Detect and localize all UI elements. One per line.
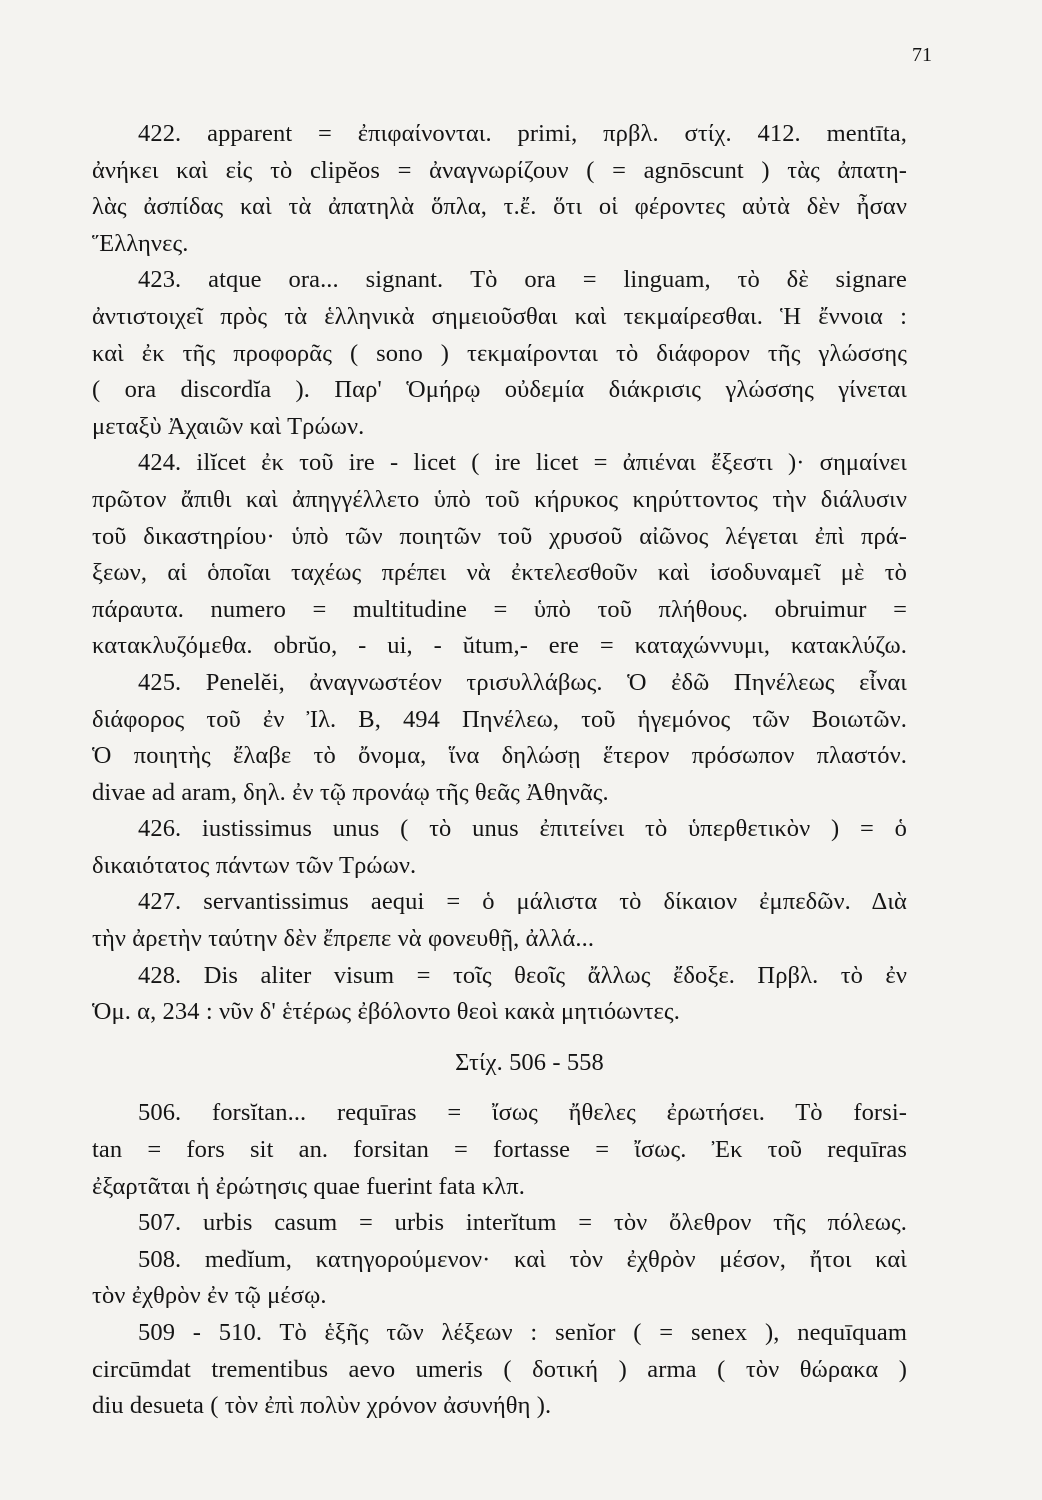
text-line: 508. medĭum, κατηγορούμενον· καὶ τὸν ἐχθρὸν μέσον, ἤτοι καὶ	[138, 1245, 907, 1273]
text-line: 509 - 510. Τὸ ἑξῆς τῶν λέξεων : senĭor ( = senex ), nequīquam	[138, 1319, 907, 1346]
text-line: μεταξὺ Ἀχαιῶν καὶ Τρώων.	[92, 412, 365, 440]
text-line: divae ad aram, δηλ. ἐν τῷ προνάῳ τῆς θεᾶς Ἀθηνᾶς.	[92, 778, 609, 806]
text-line: 422. apparent = ἐπιφαίνονται. primi, πρβλ. στίχ. 412. mentīta,	[138, 120, 907, 147]
section-heading: Στίχ. 506 - 558	[455, 1048, 604, 1076]
text-line: ἀντιστοιχεῖ πρὸς τὰ ἑλληνικὰ σημειοῦσθαι καὶ τεκμαίρεσθαι. Ἡ ἔννοια :	[92, 302, 907, 330]
text-line: λὰς ἀσπίδας καὶ τὰ ἀπατηλὰ ὅπλα, τ.ἔ. ὅτι οἱ φέροντες αὐτὰ δὲν ἦσαν	[92, 193, 907, 221]
text-line: ἀνήκει καὶ εἰς τὸ clipĕos = ἀναγνωρίζουν ( = agnōscunt ) τὰς ἀπατη-	[92, 156, 907, 184]
text-line: 424. ilĭcet ἐκ τοῦ ire - licet ( ire licet = ἀπιέναι ἔξεστι )· σημαίνει	[138, 449, 907, 477]
text-line: διάφορος τοῦ ἐν Ἰλ. Β, 494 Πηνέλεω, τοῦ ἡγεμόνος τῶν Βοιωτῶν.	[92, 705, 907, 733]
text-line: Ὁμ. α, 234 : νῦν δ' ἑτέρως ἐβόλοντο θεοὶ κακὰ μητιόωντες.	[92, 998, 680, 1026]
text-line: Ὁ ποιητὴς ἔλαβε τὸ ὄνομα, ἵνα δηλώσῃ ἕτερον πρόσωπον πλαστόν.	[92, 742, 907, 770]
text-line: τοῦ δικαστηρίου· ὑπὸ τῶν ποιητῶν τοῦ χρυσοῦ αἰῶνος λέγεται ἐπὶ πρά-	[92, 522, 907, 550]
text-line: δικαιότατος πάντων τῶν Τρώων.	[92, 851, 417, 879]
text-line: ἐξαρτᾶται ἡ ἐρώτησις quae fuerint fata κλπ.	[92, 1172, 525, 1200]
text-line: 427. servantissimus aequi = ὁ μάλιστα τὸ δίκαιον ἐμπεδῶν. Διὰ	[138, 888, 907, 916]
text-line: τὸν ἐχθρὸν ἐν τῷ μέσῳ.	[92, 1282, 327, 1310]
text-line: 426. iustissimus unus ( τὸ unus ἐπιτείνει τὸ ὑπερθετικὸν ) = ὁ	[138, 815, 907, 843]
text-line: καὶ ἐκ τῆς προφορᾶς ( sono ) τεκμαίρονται τὸ διάφορον τῆς γλώσσης	[92, 339, 907, 367]
text-line: 506. forsĭtan... requīras = ἴσως ἤθελες ἐρωτήσει. Τὸ forsi-	[138, 1099, 907, 1127]
text-line: diu desueta ( τὸν ἐπὶ πολὺν χρόνον ἀσυνήθη ).	[92, 1392, 552, 1420]
text-line: ( ora discordĭa ). Παρ' Ὁμήρῳ οὐδεμία διάκρισις γλώσσης γίνεται	[92, 376, 907, 404]
text-line: κατακλυζόμεθα. obrŭo, - ui, - ŭtum,- ere = καταχώννυμι, κατακλύζω.	[92, 632, 907, 660]
text-line: 423. atque ora... signant. Τὸ ora = linguam, τὸ δὲ signare	[138, 266, 907, 294]
commentary-text	[92, 116, 907, 1425]
text-line: Ἕλληνες.	[92, 229, 189, 257]
text-line: πρῶτον ἄπιθι καὶ ἀπηγγέλλετο ὑπὸ τοῦ κήρυκος κηρύττοντος τὴν διάλυσιν	[92, 485, 907, 513]
text-line: τὴν ἀρετὴν ταύτην δὲν ἔπρεπε νὰ φονευθῇ, ἀλλά...	[92, 925, 595, 953]
text-line: 507. urbis casum = urbis interĭtum = τὸν ὄλεθρον τῆς πόλεως.	[138, 1209, 907, 1237]
text-line: 428. Dis aliter visum = τοῖς θεοῖς ἄλλως ἔδοξε. Πρβλ. τὸ ἐν	[138, 961, 907, 989]
page-number: 71	[912, 44, 932, 66]
text-line: circūmdat trementibus aevo umeris ( δοτική ) arma ( τὸν θώρακα )	[92, 1355, 907, 1383]
text-line: 425. Penelĕi, ἀναγνωστέον τρισυλλάβως. Ὁ ἐδῶ Πηνέλεως εἶναι	[138, 668, 908, 696]
text-line: ξεων, αἱ ὁποῖαι ταχέως πρέπει νὰ ἐκτελεσθοῦν καὶ ἰσοδυναμεῖ μὲ τὸ	[92, 559, 907, 587]
text-line: tan = fors sit an. forsitan = fortasse = ἴσως. Ἐκ τοῦ requīras	[92, 1136, 907, 1164]
text-line: πάραυτα. numero = multitudine = ὑπὸ τοῦ πλήθους. obruimur =	[92, 595, 907, 623]
